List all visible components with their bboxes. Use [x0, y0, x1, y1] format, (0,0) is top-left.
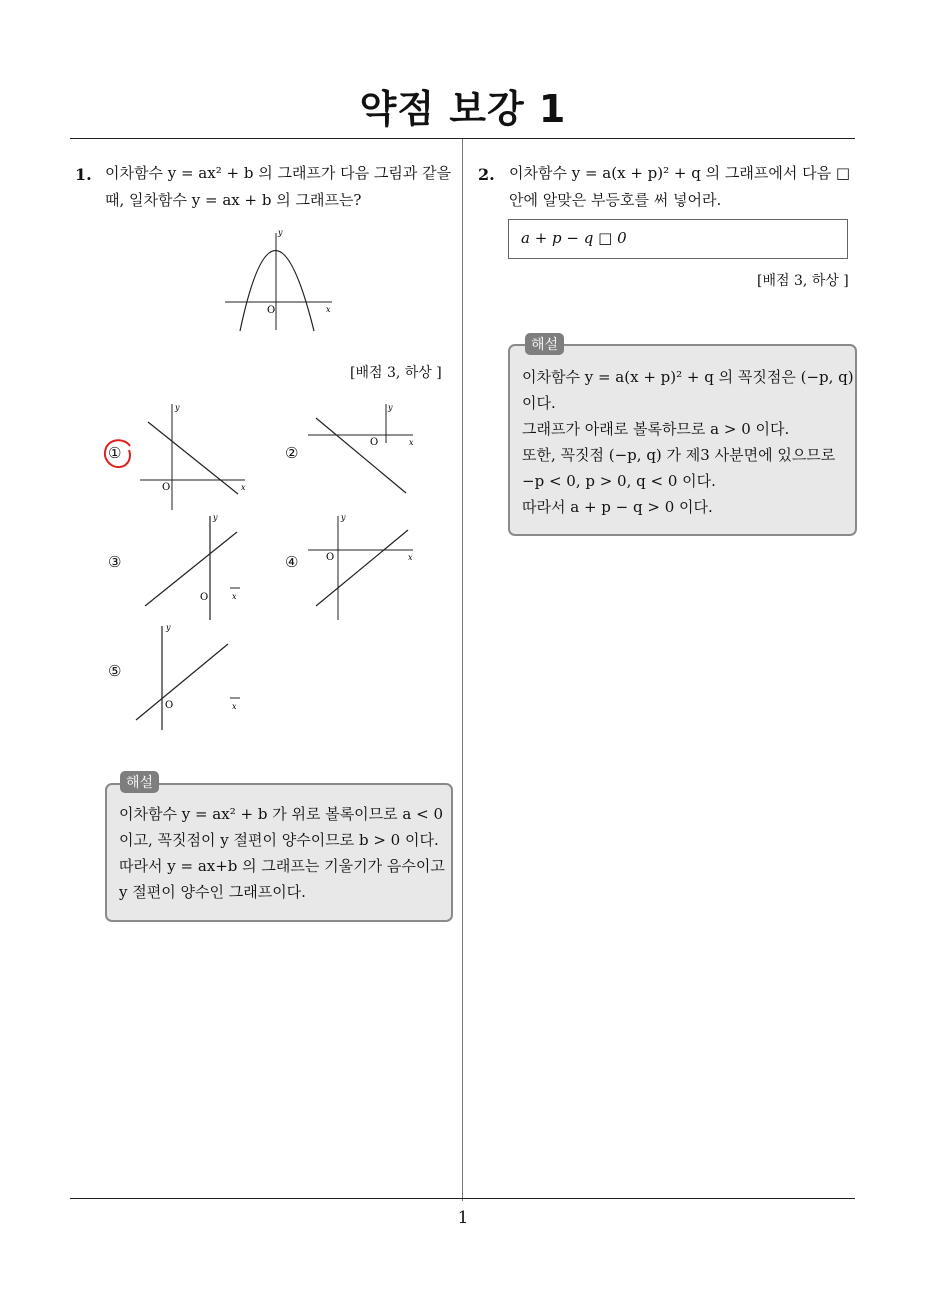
choice-2-graph[interactable] [308, 398, 418, 498]
q1-text [105, 160, 451, 214]
q1-solution-line: 이고, 꼭짓점이 y 절편이 양수이므로 b > 0 이다. [119, 831, 439, 849]
figure-origin-label: O [267, 305, 276, 316]
svg-text:x: x [408, 553, 413, 562]
choice-4-label[interactable]: ④ [285, 553, 299, 571]
q1-points: [배점 3, 하상 ] [350, 365, 442, 381]
svg-text:y: y [388, 403, 393, 412]
column-divider [462, 139, 463, 1201]
choice-5-label[interactable]: ⑤ [108, 662, 122, 680]
q1-line1: 이차함수 y = ax² + b 의 그래프가 다음 그림과 같을 [105, 164, 452, 182]
q2-solution-box [508, 344, 857, 536]
choice-5-graph[interactable] [130, 620, 245, 732]
q1-solution-tag: 해설 [120, 771, 159, 793]
q1-parabola-figure [220, 225, 340, 335]
q2-solution-tag: 해설 [525, 333, 564, 355]
q2-text [509, 160, 850, 214]
q2-answer-box[interactable] [508, 219, 848, 259]
svg-text:O: O [200, 592, 209, 603]
q2-answer-expression: a + p − q □ 0 [521, 229, 627, 247]
svg-text:O: O [326, 552, 335, 563]
page-number: 1 [457, 1208, 469, 1228]
q2-line1: 이차함수 y = a(x + p)² + q 의 그래프에서 다음 □ [509, 164, 851, 182]
q2-solution-line: 따라서 a + p − q > 0 이다. [522, 498, 713, 516]
figure-y-label: y [278, 228, 283, 237]
choice-1-graph[interactable] [140, 398, 250, 513]
svg-text:x: x [409, 438, 414, 447]
q1-line2: 때, 일차함수 y = ax + b 의 그래프는? [105, 191, 362, 209]
svg-text:y: y [341, 513, 346, 522]
choice-4-graph[interactable] [308, 510, 418, 622]
q2-line2: 안에 알맞은 부등호를 써 넣어라. [509, 191, 722, 209]
page-title: 약점 보강 1 [359, 87, 567, 131]
choice-1-selected-mark [100, 436, 136, 472]
choice-1-label[interactable]: ① [108, 444, 122, 462]
figure-parabola [240, 251, 314, 332]
svg-text:O: O [165, 700, 174, 711]
svg-text:x: x [232, 592, 237, 601]
svg-text:y: y [166, 623, 171, 632]
q2-points: [배점 3, 하상 ] [757, 273, 849, 289]
choice-3-label[interactable]: ③ [108, 553, 122, 571]
svg-text:x: x [232, 702, 237, 711]
choice-2-label[interactable]: ② [285, 444, 299, 462]
choice-3-graph[interactable] [140, 510, 250, 622]
bottom-rule [70, 1198, 855, 1199]
q2-solution-line: 그래프가 아래로 볼록하므로 a > 0 이다. [522, 420, 790, 438]
svg-text:O: O [370, 437, 379, 448]
q1-solution-line: 따라서 y = ax+b 의 그래프는 기울기가 음수이고 [119, 857, 445, 875]
figure-x-label: x [326, 305, 331, 314]
q2-number: 2. [478, 165, 495, 184]
q1-solution-line: y 절편이 양수인 그래프이다. [119, 883, 306, 901]
svg-text:y: y [213, 513, 218, 522]
q2-solution-line: −p < 0, p > 0, q < 0 이다. [522, 472, 716, 490]
q1-number: 1. [75, 165, 92, 184]
q2-solution-line: 이차함수 y = a(x + p)² + q 의 꼭짓점은 (−p, q) [522, 368, 854, 386]
q2-solution-line: 이다. [522, 394, 556, 412]
svg-text:O: O [162, 482, 171, 493]
svg-text:y: y [175, 403, 180, 412]
q1-solution-box [105, 783, 453, 922]
svg-text:x: x [241, 483, 246, 492]
q2-solution-line: 또한, 꼭짓점 (−p, q) 가 제3 사분면에 있으므로 [522, 446, 836, 464]
q1-solution-line: 이차함수 y = ax² + b 가 위로 볼록이므로 a < 0 [119, 805, 444, 823]
